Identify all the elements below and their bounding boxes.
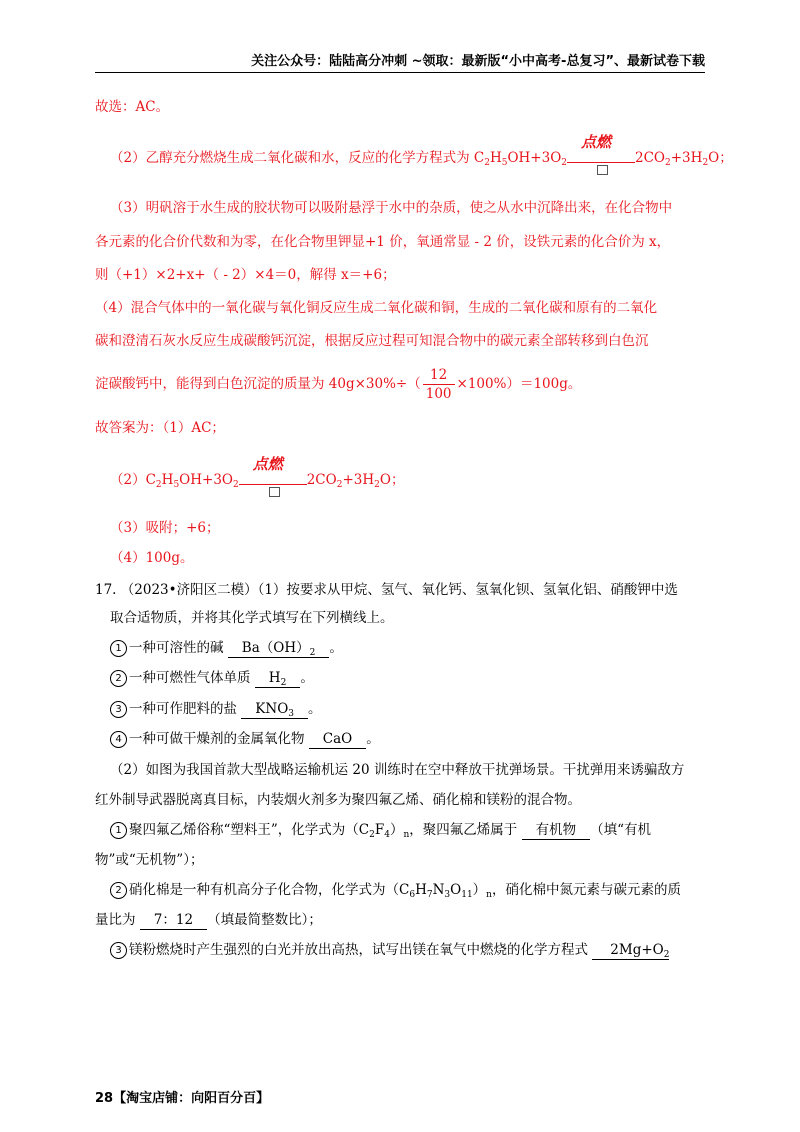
equation-line: $(2)C_2H_5OH+3O_2$ 点燃 $2CO_2+3H_2O$； [110,470,404,490]
item-b3: 3 镁粉燃烧时产生强烈的白光并放出高热，试写出镁在氧气中燃烧的化学方程式 $2Mg+O_2$ [110,940,669,960]
question-line: 红外制导武器脱离真目标，内装烟火剂多为聚四氟乙烯、硝化棉和镁粉的混合物。 [95,792,581,808]
solution-line: （3）明矾溶于水生成的胶状物可以吸附悬浮于水中的杂质，使之从水中沉降出来，在化合物中 [110,200,673,216]
page-footer: 28【淘宝店铺：向阳百分百】 [95,1091,270,1106]
fraction: $\frac{12}{100}$ [423,366,455,403]
item-1: 1 一种可溶性的碱 $Ba(OH)_2$ 。 [110,638,343,658]
solution-line: （4）混合气体中的一氧化碳与氧化铜反应生成二氧化碳和铜，生成的二氧化碳和原有的二氧化 [95,300,658,316]
item-b2: 2 硝化棉是一种有机高分子化合物，化学式为$(C_6H_7N_3O_{11})_n$，硝化棉中氮元素与碳元素的质 [110,880,681,900]
reaction-arrow: 点燃 [567,148,635,168]
question-line: 量比为 7：12 （填最简整数比）； [95,912,322,928]
fraction-line: 淀碳酸钙中，能得到白色沉淀的质量为 40g×30%÷（ $\frac{12}{100}$ ×100%）＝100g。 [95,367,582,402]
reaction-arrow: 点燃 [239,470,307,490]
item-b1: 1 聚四氟乙烯俗称“塑料王”，化学式为$(C_2F_4)_n$，聚四氟乙烯属于 有机物 （填“有机 [110,820,651,840]
solution-line: 则（+1）×2+x+（ - 2）×4＝0，解得 x＝+6； [95,267,396,283]
question-line: 物”或“无机物”）； [95,852,204,868]
solution-line: 各元素的化合价代数和为零，在化合物里钾显+1 价，氧通常显 - 2 价，设铁元素的化合价为 x， [95,234,671,250]
question-line: 取合适物质，并将其化学式填写在下列横线上。 [110,610,394,626]
item-3: 3 一种可作肥料的盐 $KNO_3$ 。 [110,699,322,719]
question-17: 17. （2023•济阳区二模）（1）按要求从甲烷、氢气、氧化钙、氢氧化钡、氢氧化铝、硝酸钾中选 [95,582,678,598]
answer-line: 故答案为：（1）AC； [95,420,225,436]
equation-line: （2）乙醇充分燃烧生成二氧化碳和水，反应的化学方程式为 $C_2H_5OH+3O_2$ 点燃 $2CO_2+3H_2O$； [110,148,733,168]
question-line: （2）如图为我国首款大型战略运输机运 20 训练时在空中释放干扰弹场景。干扰弹用来诱骗敌方 [110,762,685,778]
item-2: 2 一种可燃性气体单质 $H_2$ 。 [110,668,314,688]
item-4: 4 一种可做干燥剂的金属氧化物 CaO 。 [110,729,380,749]
page-header: 关注公众号：陆陆高分冲刺 ~领取：最新版“小中高考-总复习”、最新试卷下载 [95,52,705,73]
answer-line: （4）100g。 [110,550,194,566]
solution-line: 故选：AC。 [95,99,170,115]
answer-line: （3）吸附；+6； [110,520,220,536]
solution-line: 碳和澄清石灰水反应生成碳酸钙沉淀，根据反应过程可知混合物中的碳元素全部转移到白色沉 [95,333,649,349]
